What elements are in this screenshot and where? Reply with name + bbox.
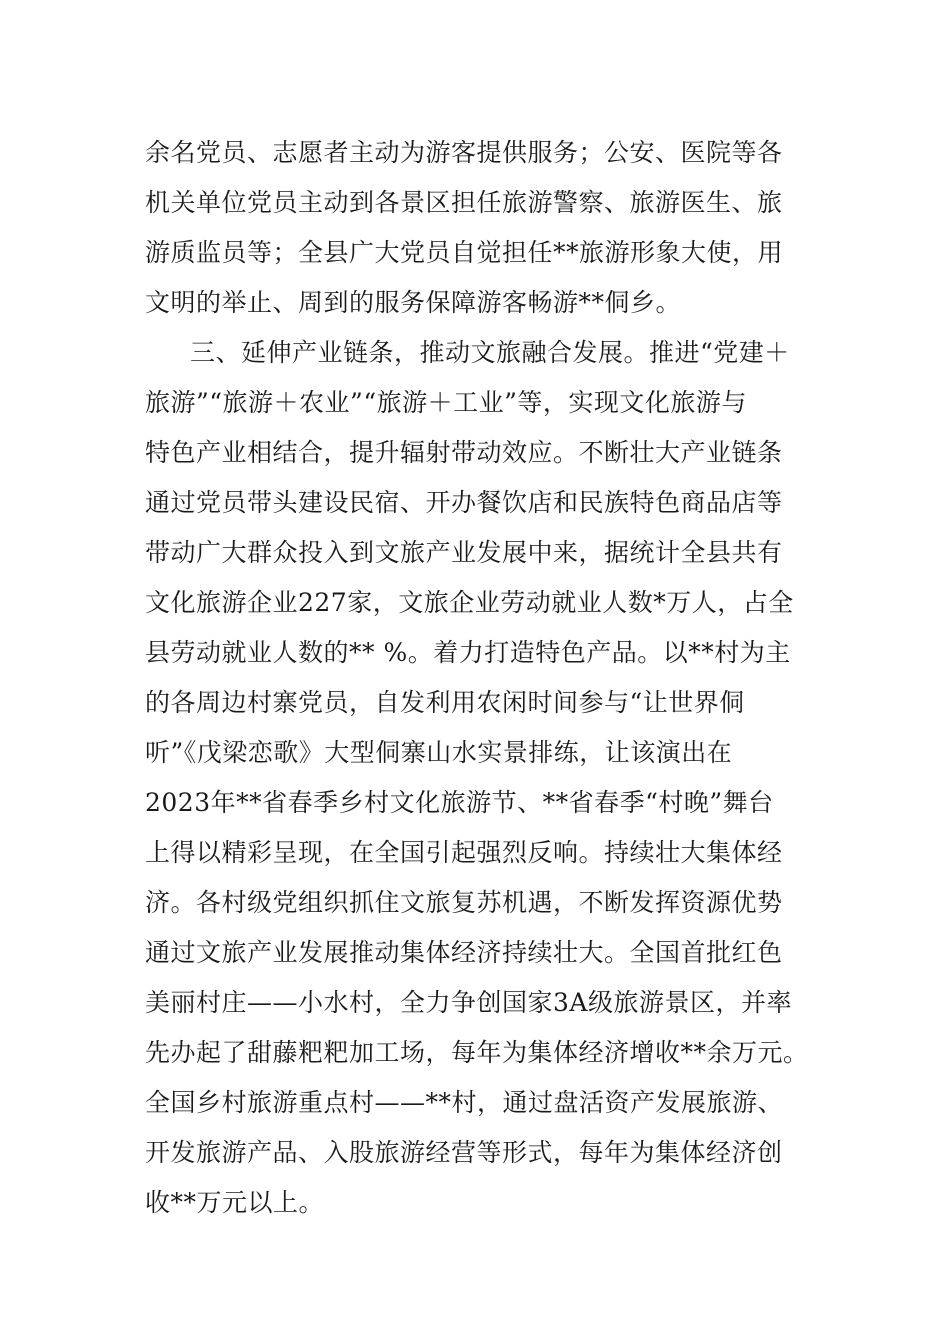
text-line: 听”《戊梁恋歌》大型侗寨山水实景排练，让该演出在 (145, 738, 733, 767)
text-line: 2023年**省春季乡村文化旅游节、**省春季“村晚”舞台 (145, 788, 774, 817)
text-line: 济。各村级党组织抓住文旅复苏机遇，不断发挥资源优势 (145, 888, 783, 917)
text-line: 县劳动就业人数的** %。着力打造特色产品。以**村为主 (145, 638, 791, 667)
text-line: 美丽村庄——小水村，全力争创国家3A级旅游景区，并率 (145, 988, 792, 1017)
text-line: 文明的举止、周到的服务保障游客畅游**侗乡。 (145, 288, 682, 317)
text-line: 带动广大群众投入到文旅产业发展中来，据统计全县共有 (145, 538, 783, 567)
paragraph-section-three (145, 328, 845, 1228)
text-line-section-heading: 三、延伸产业链条，推动文旅融合发展。推进“党建＋ (190, 338, 790, 367)
text-line: 先办起了甜藤粑粑加工场，每年为集体经济增收**余万元。 (145, 1038, 809, 1067)
text-line: 通过党员带头建设民宿、开办餐饮店和民族特色商品店等 (145, 488, 783, 517)
text-line: 文化旅游企业227家，文旅企业劳动就业人数*万人，占全 (145, 588, 794, 617)
text-line: 游质监员等；全县广大党员自觉担任**旅游形象大使，用 (145, 238, 784, 267)
text-line: 通过文旅产业发展推动集体经济持续壮大。全国首批红色 (145, 938, 783, 967)
text-line: 全国乡村旅游重点村——**村，通过盘活资产发展旅游、 (145, 1088, 784, 1117)
text-line: 开发旅游产品、入股旅游经营等形式，每年为集体经济创 (145, 1138, 783, 1167)
text-line: 特色产业相结合，提升辐射带动效应。不断壮大产业链条 (145, 438, 783, 467)
paragraph-continuation (145, 128, 845, 328)
text-line: 上得以精彩呈现，在全国引起强烈反响。持续壮大集体经 (145, 838, 783, 867)
text-line: 收**万元以上。 (145, 1188, 325, 1217)
text-line: 旅游”“旅游＋农业”“旅游＋工业”等，实现文化旅游与 (145, 388, 747, 417)
text-line: 余名党员、志愿者主动为游客提供服务；公安、医院等各 (145, 138, 783, 167)
text-line: 机关单位党员主动到各景区担任旅游警察、旅游医生、旅 (145, 188, 783, 217)
text-line: 的各周边村寨党员，自发利用农闲时间参与“让世界侗 (145, 688, 745, 717)
